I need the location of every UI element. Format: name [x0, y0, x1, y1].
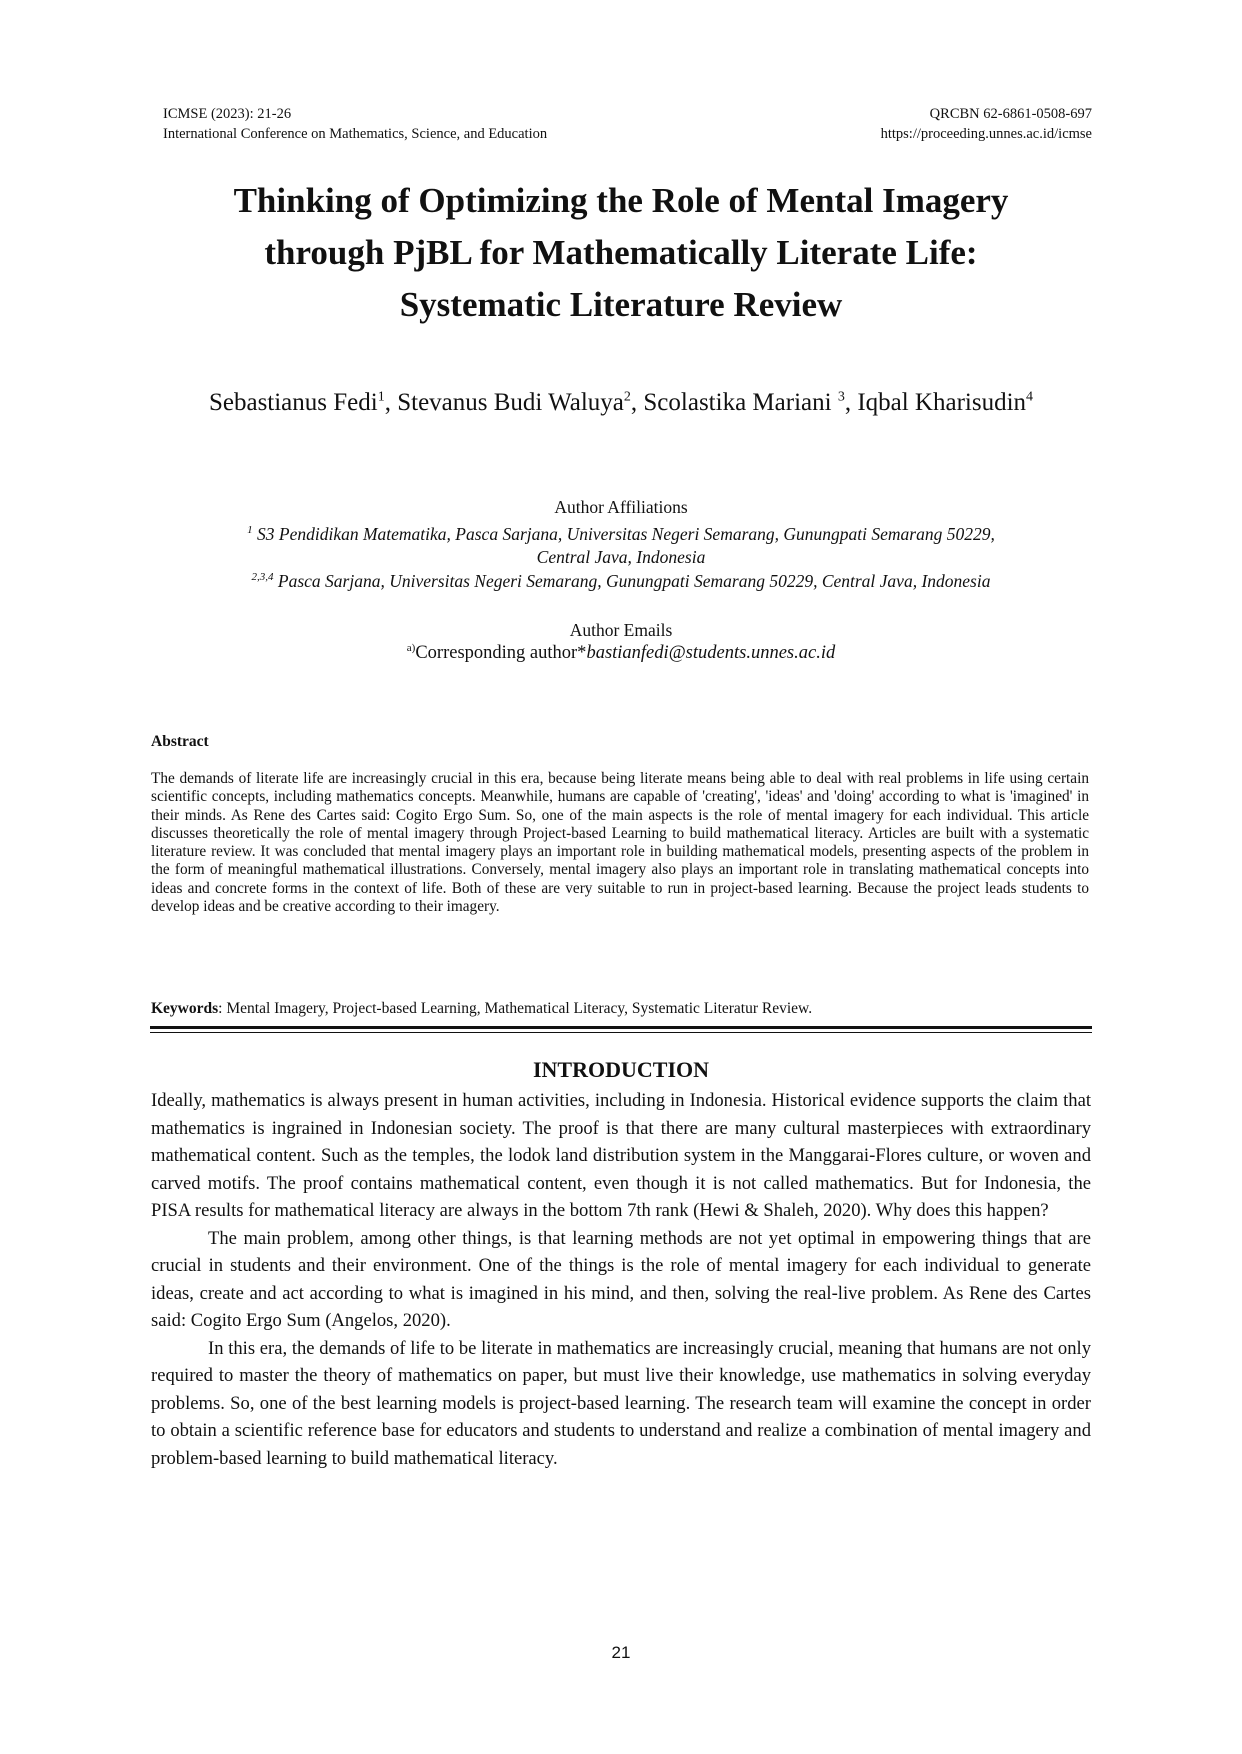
paragraph: In this era, the demands of life to be literate in mathematics are increasingly crucial, meaning that humans are not only required to master the theory of mathematics on paper, but must live their knowledge, use mathematics in solving everyday problems. So, one of the best learning models is project-based learning. The research team will examine the concept in order to obtain a scientific reference base for educators and students to understand and realize a combination of mental imagery and problem-based learning to build mathematical literacy. — [151, 1337, 1091, 1469]
conference-name: International Conference on Mathematics, Science, and Education — [163, 126, 548, 142]
affiliation-text: S3 Pendidikan Matematika, Pasca Sarjana, Universitas Negeri Semarang, Gunungpati Semarang 50229, — [252, 524, 995, 544]
author-superscript: 2 — [623, 389, 631, 405]
keywords-text: : Mental Imagery, Project-based Learning, Mathematical Literacy, Systematic Literatur Review. — [218, 1000, 813, 1017]
corresponding-author — [150, 643, 1092, 664]
paragraph: The main problem, among other things, is that learning methods are not yet optimal in empowering things that are crucial in students and their environment. One of the things is the role of mental imagery for each individual to generate ideas, create and act according to what is imagined in his mind, and then, solving the real-live problem. As Rene des Cartes said: Cogito Ergo Sum (Angelos, 2020). — [151, 1227, 1091, 1331]
section-divider-thick — [150, 1026, 1092, 1029]
title-line-2: through PjBL for Mathematically Literate Life: — [264, 233, 978, 272]
author-superscript: 4 — [1026, 389, 1034, 405]
author-name: , Iqbal Kharisudin — [844, 389, 1027, 416]
running-header-left — [163, 104, 547, 144]
author-name: Sebastianus Fedi — [208, 389, 378, 416]
page-number: 21 — [611, 1643, 631, 1662]
email-address[interactable]: bastianfedi@students.unnes.ac.id — [586, 643, 836, 663]
affiliation-superscript: 2,3,4 — [251, 571, 274, 584]
author-superscript: 3 — [837, 389, 845, 405]
running-header-right — [881, 104, 1092, 144]
affiliations-heading: Author Affiliations — [554, 497, 688, 517]
affiliation-text: Pasca Sarjana, Universitas Negeri Semarang, Gunungpati Semarang 50229, Central Java, Indonesia — [273, 571, 991, 591]
abstract-text: The demands of literate life are increasingly crucial in this era, because being literate means being able to deal with real problems in life using certain scientific concepts, including mathematics concepts. Meanwhile, humans are capable of 'creating', 'ideas' and 'doing' according to what is 'imagined' in their minds. As Rene des Cartes said: Cogito Ergo Sum. So, one of the main aspects is the role of mental imagery for each individual. This article discusses theoretically the role of mental imagery through Project-based Learning to build mathematical literacy. Articles are built with a systematic literature review. It was concluded that mental imagery plays an important role in building mathematical models, presenting aspects of the problem in the form of meaningful mathematical illustrations. Conversely, mental imagery also plays an important role in translating mathematical concepts into ideas and concrete forms in the context of life. Both of these are very suitable to run in project-based learning. Because the project leads students to develop ideas and be creative according to their imagery. — [151, 770, 1089, 916]
author-superscript: 1 — [377, 389, 385, 405]
email-superscript: a) — [406, 641, 416, 654]
proceeding-url[interactable]: https://proceeding.unnes.ac.id/icmse — [880, 126, 1092, 142]
section-divider-thin — [150, 1032, 1092, 1033]
author-name: , Scolastika Mariani — [630, 389, 838, 416]
abstract-heading: Abstract — [151, 733, 209, 750]
keywords-label: Keywords — [151, 1000, 219, 1017]
affiliation-2 — [150, 570, 1092, 593]
affiliation-superscript: 1 — [247, 524, 253, 537]
conference-citation: ICMSE (2023): 21-26 — [163, 106, 292, 122]
paper-title — [150, 175, 1092, 331]
title-line-1: Thinking of Optimizing the Role of Mental Imagery — [233, 181, 1009, 220]
paragraph: Ideally, mathematics is always present in human activities, including in Indonesia. Historical evidence supports the claim that mathematics is ingrained in Indonesian society. The proof is that there are many cultural masterpieces with extraordinary mathematical content. Such as the temples, the lodok land distribution system in the Manggarai-Flores culture, or woven and carved motifs. The proof contains mathematical content, even though it is not called mathematics. But for Indonesia, the PISA results for mathematical literacy are always in the bottom 7th rank (Hewi & Shaleh, 2020). Why does this happen? — [151, 1090, 1091, 1221]
corresponding-label: Corresponding author* — [415, 643, 587, 663]
affiliation-text-continued: Central Java, Indonesia — [536, 547, 706, 567]
author-name: , Stevanus Budi Waluya — [384, 389, 624, 416]
keywords — [151, 1000, 1089, 1018]
title-line-3: Systematic Literature Review — [399, 285, 843, 324]
introduction-body — [151, 1087, 1091, 1472]
affiliation-1 — [150, 523, 1092, 569]
introduction-heading: INTRODUCTION — [532, 1057, 710, 1082]
qrcbn-number: QRCBN 62-6861-0508-697 — [929, 106, 1092, 122]
author-list — [190, 384, 1052, 421]
emails-heading: Author Emails — [569, 620, 673, 640]
